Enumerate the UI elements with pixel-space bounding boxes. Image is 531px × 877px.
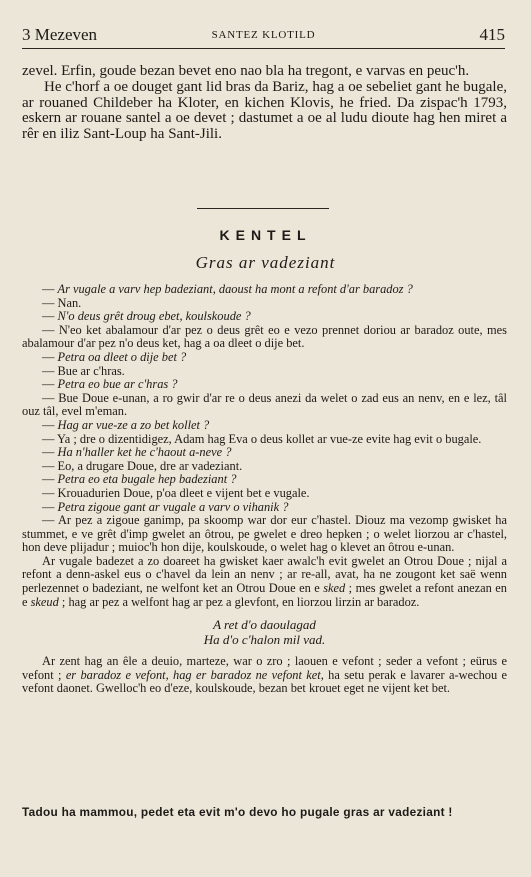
lesson-paragraph: Ar zent hag an êle a deuio, marteze, war o zro ; laouen e vefont ; seder a vefont ; eürus e vefont ; er baradoz e vefont, hag er baradoz ne vefont ket, ha setu perak e lavarer a-wechou e vefont daonet. Gwelloc'h eo d'eze, koulskoude, bezan bet krouet eget ne vijent ket bet. (22, 654, 508, 696)
verse-line: Ha d'o c'halon mil vad. (203, 631, 326, 647)
section-subtitle: Gras ar vadeziant (195, 253, 336, 272)
intro-paragraph: He c'horf a oe douget gant lid bras da Bariz, hag a oe sebeliet gant he bugale, ar rouaned Childeber ha Kloter, en kichen Klovis, he fried. Da zispac'h 1793, eskern ar rouane santel a oe devet ; dastumet a oe al ludu dioute hag hen miret a rêr en iliz Sant-Loup ha Sant-Jili. (22, 78, 507, 143)
dialogue-question: — N'o deus grêt droug ebet, koulskoude ? (42, 309, 251, 324)
intro-text (22, 64, 507, 143)
dialogue-question: — Hag ar vue-ze a zo bet kollet ? (42, 417, 210, 432)
running-head (22, 22, 505, 49)
dialogue-answer: — Bue Doue e-unan, a ro gwir d'ar re o deus anezi da welet o zad eus an nenv, en e lez, tâl ouz tâl, evel m'eman. (22, 390, 507, 419)
dialogue-question: — Petra eo eta bugale hep badeziant ? (42, 472, 237, 487)
lesson-text (22, 283, 507, 696)
verse (22, 618, 507, 647)
dialogue-question: — Petra oa dleet o dije bet ? (42, 349, 187, 364)
emphasis: skeud (30, 594, 59, 609)
dialogue-answer: — Eo, a drugare Doue, dre ar vadeziant. (42, 458, 243, 473)
dialogue-answer: — Ya ; dre o dizentidigez, Adam hag Eva o deus kollet ar vue-ze evite hag evit o bugale. (42, 431, 482, 446)
dialogue-answer: — Bue ar c'hras. (42, 363, 125, 378)
lesson-paragraph: Ar vugale badezet a zo doareet ha gwisket kaer awalc'h evit gwelet an Otrou Doue ; nijal a refont a denn-askel eus o c'havel da lein an nenv ; ar re-all, avat, ha ne zougont ket saë wenn perlezennet o badeziant, ne welfont ket an Otrou Doue en e sked ; mes gwelet a refont anezan en e skeud ; hag ar pez a welfont hag ar pez a glevfont, en liorzou lirzin ar baradoz. (22, 553, 507, 609)
dialogue-question: — Petra zigoue gant ar vugale a varv o vihanik ? (42, 499, 289, 514)
dialogue-list (22, 283, 507, 555)
verse-line: A ret d'o daoulagad (213, 617, 316, 633)
dialogue-answer: — Ar pez a zigoue ganimp, pa skoomp war dor eur c'hastel. Diouz ma vezomp gwisket ha stummet, e ve grêt d'imp gwelet an ôtrou, pe gwelet e dreo hepken ; o welet liorzou ar c'hastel, hon deve plijadur ; muioc'h hon dije, koulskoude, o welet hag o klevet an ôtrou e-unan. (22, 513, 508, 555)
dialogue-answer: — N'eo ket abalamour d'ar pez o deus grêt eo e vezo prennet doriou ar baradoz oute, mes abalamour d'ar pez n'o deus ket, hag a oa dleet o dije bet. (22, 322, 507, 351)
closing-exhortation: Tadou ha mammou, pedet eta evit m'o devo ho pugale gras ar vadeziant ! (22, 805, 453, 819)
dialogue-answer: — Nan. (42, 295, 82, 310)
dialogue-question: — Ha n'haller ket he c'haout a-neve ? (42, 445, 232, 460)
section-title: KENTEL (219, 227, 312, 243)
dialogue-answer: — Krouadurien Doue, p'oa dleet e vijent bet e vugale. (42, 485, 310, 500)
saint-title: SANTEZ KLOTILD (211, 29, 316, 41)
dialogue-question: — Petra eo bue ar c'hras ? (42, 377, 178, 392)
section-divider (197, 208, 329, 209)
emphasis: sked (323, 581, 346, 596)
dialogue-question: — Ar vugale a varv hep badeziant, daoust ha mont a refont d'ar baradoz ? (42, 282, 413, 296)
page-number: 415 (479, 25, 505, 44)
intro-paragraph: zevel. Erfin, goude bezan bevet eno nao bla ha tregont, e varvas en peuc'h. (22, 63, 470, 79)
emphasis: er baradoz e vefont, hag er baradoz ne vefont ket, (65, 667, 324, 682)
month-label: 3 Mezeven (22, 25, 98, 44)
